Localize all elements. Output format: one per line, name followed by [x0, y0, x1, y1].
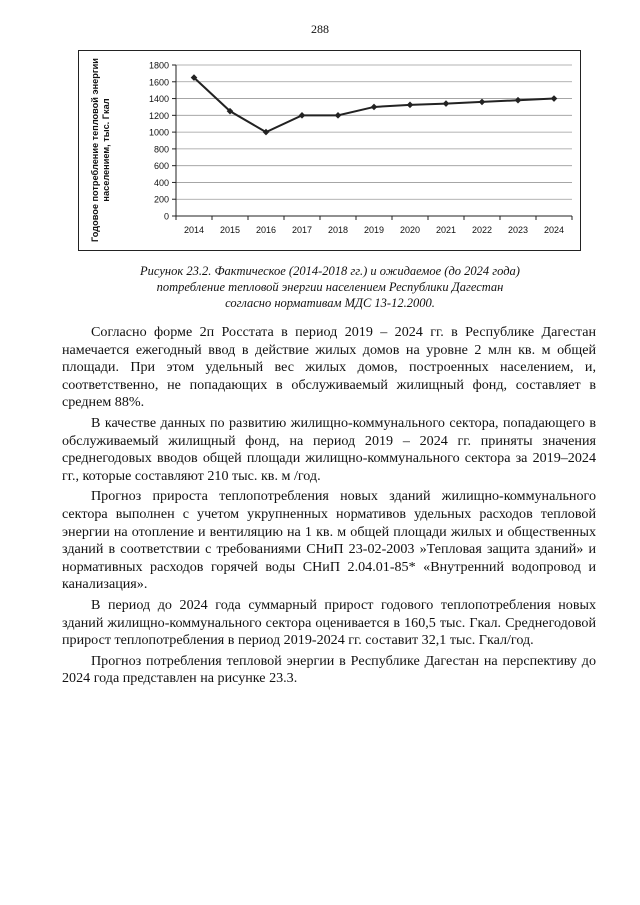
x-tick-label: 2017: [291, 225, 313, 235]
x-tick-label: 2020: [399, 225, 421, 235]
x-tick-label: 2018: [327, 225, 349, 235]
y-tick-label: 1000: [148, 127, 169, 138]
data-point: [299, 112, 306, 119]
y-axis-label: [78, 50, 123, 250]
x-tick-label: 2023: [507, 225, 529, 235]
body-text: [62, 324, 596, 691]
x-tick-label: 2024: [543, 225, 565, 235]
paragraph: Прогноз потребления тепловой энергии в Республике Дагестан на перспективу до 2024 года представлен на рисунке 23.3.: [62, 652, 596, 687]
y-tick-label: 200: [153, 194, 169, 205]
data-point: [515, 97, 522, 104]
paragraph: В качестве данных по развитию жилищно-коммунального сектора, попадающего в обслуживаемый жилищный фонд, на период 2019 – 2024 гг. приняты значения среднегодовых вводов общей площади жилищно-коммунального сектора за 2019–2024 гг., которые составляют 210 тыс. кв. м /год.: [62, 414, 596, 484]
data-point: [335, 112, 342, 119]
x-tick-label: 2015: [219, 225, 241, 235]
caption-line: Рисунок 23.2. Фактическое (2014-2018 гг.) и ожидаемое (до 2024 года): [140, 264, 520, 278]
x-tick-label: 2014: [183, 225, 205, 235]
page-number: 288: [311, 22, 329, 36]
y-tick-label: 1200: [148, 110, 169, 121]
y-tick-label: 0: [163, 211, 169, 222]
y-tick-label: 600: [153, 161, 169, 172]
data-point: [407, 102, 414, 109]
y-tick-label: 400: [153, 177, 169, 188]
data-point: [443, 100, 450, 107]
paragraph: В период до 2024 года суммарный прирост годового теплопотребления новых зданий жилищно-коммунального сектора оценивается в 160,5 тыс. Гкал. Среднегодовой прирост теплопотребления в период 2019-2024 гг. составит 32,1 тыс. Гкал/год.: [62, 596, 596, 649]
caption-line: согласно нормативам МДС 13-12.2000.: [225, 296, 435, 310]
data-point: [551, 95, 558, 102]
x-tick-label: 2022: [471, 225, 493, 235]
y-tick-label: 1800: [148, 60, 169, 71]
line-chart: [79, 51, 582, 252]
x-tick-label: 2019: [363, 225, 385, 235]
x-tick-label: 2021: [435, 225, 457, 235]
data-point: [479, 99, 486, 106]
figure-caption: [110, 263, 550, 311]
paragraph: Прогноз прироста теплопотребления новых зданий жилищно-коммунального сектора выполнен с учетом укрупненных нормативов удельных расходов тепловой энергии на отопление и вентиляцию на 1 кв. м общей площади жилых и общественных зданий в соответствии с требованиями СНиП 23-02-2003 »Тепловая защита зданий» и нормативных расходов горячей воды СНиП 2.04.01-85* «Внутренний водопровод и канализация».: [62, 488, 596, 593]
y-tick-label: 1400: [148, 94, 169, 105]
x-tick-label: 2016: [255, 225, 277, 235]
caption-line: потребление тепловой энергии населением Республики Дагестан: [156, 280, 504, 294]
paragraph: Согласно форме 2п Росстата в период 2019 – 2024 гг. в Республике Дагестан намечается ежегодный ввод в действие жилых домов на уровне 2 млн кв. м общей площади. При этом удельный вес жилых домов, построенных населением, и, соответственно, не попадающих в обслуживаемый жилищный фонд, составляет в среднем 88%.: [62, 324, 596, 411]
chart-frame: [78, 50, 581, 251]
data-point: [371, 104, 378, 111]
y-axis-label-text: Годовое потребление тепловой энергии населением, тыс. Гкал: [89, 58, 111, 242]
y-tick-label: 800: [153, 144, 169, 155]
y-tick-label: 1600: [148, 77, 169, 88]
